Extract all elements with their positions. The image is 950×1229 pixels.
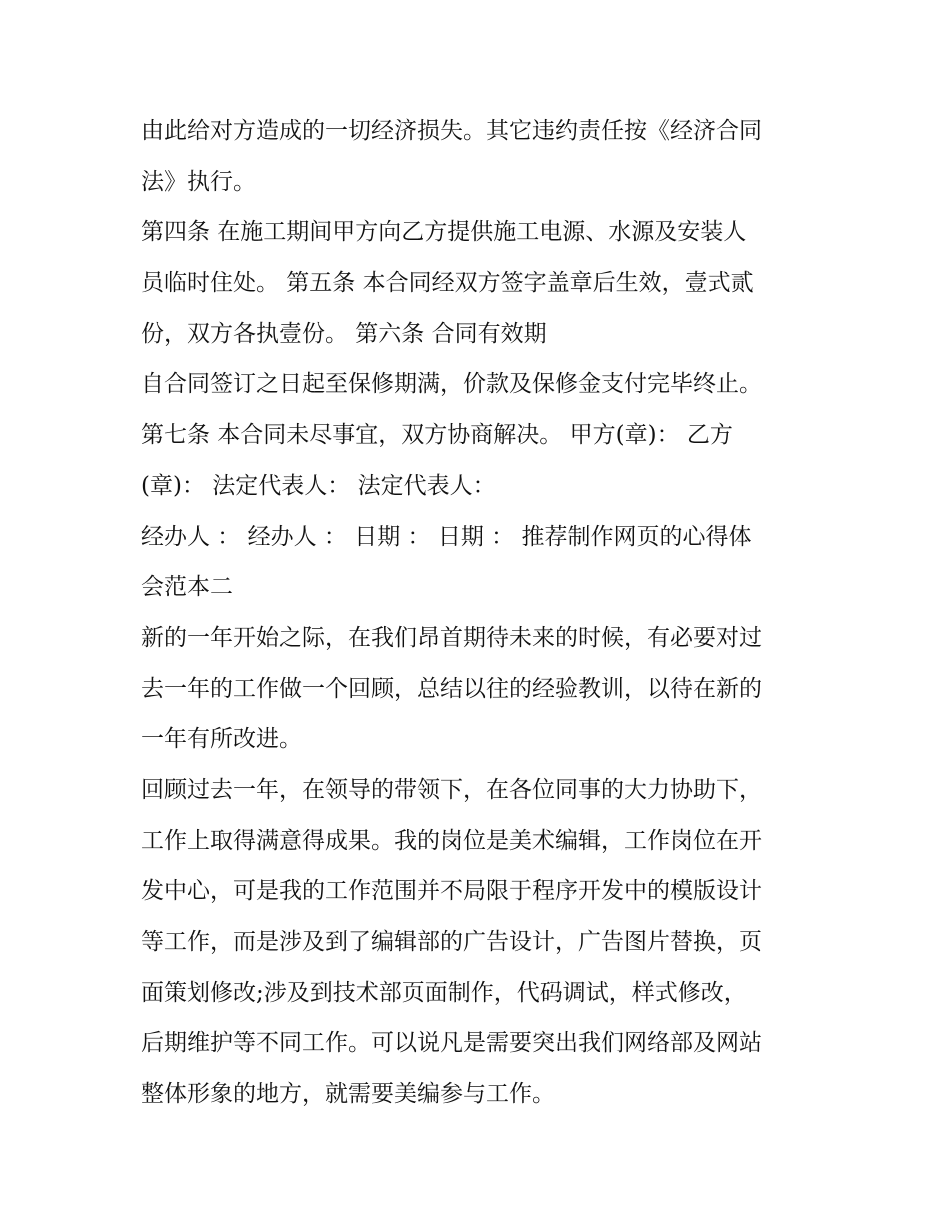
text-line-5: 份，双方各执壹份。 第六条 合同有效期 <box>141 320 547 347</box>
document-body <box>141 106 821 1120</box>
text-line-3: 第四条 在施工期间甲方向乙方提供施工电源、水源及安装人 <box>141 219 747 246</box>
text-line-11: 新的一年开始之际，在我们昂首期待未来的时候，有必要对过 <box>141 624 762 651</box>
text-line-16: 发中心，可是我的工作范围并不局限于程序开发中的模版设计 <box>141 878 762 905</box>
text-line-15: 工作上取得满意得成果。我的岗位是美术编辑，工作岗位在开 <box>141 827 762 854</box>
text-line-6: 自合同签订之日起至保修期满，价款及保修金支付完毕终止。 <box>141 371 762 398</box>
text-line-7: 第七条 本合同未尽事宜，双方协商解决。 甲方(章)： 乙方 <box>141 422 733 449</box>
text-line-12: 去一年的工作做一个回顾，总结以往的经验教训，以待在新的 <box>141 675 762 702</box>
text-line-13: 一年有所改进。 <box>141 726 302 753</box>
text-line-10: 会范本二 <box>141 574 233 601</box>
text-line-20: 整体形象的地方，就需要美编参与工作。 <box>141 1081 555 1108</box>
text-line-19: 后期维护等不同工作。可以说凡是需要突出我们网络部及网站 <box>141 1030 762 1057</box>
text-line-4: 员临时住处。 第五条 本合同经双方签字盖章后生效，壹式贰 <box>141 270 754 297</box>
text-line-17: 等工作，而是涉及到了编辑部的广告设计，广告图片替换，页 <box>141 929 762 955</box>
text-line-1: 由此给对方造成的一切经济损失。其它违约责任按《经济合同 <box>141 118 762 144</box>
text-line-8: (章)： 法定代表人： 法定代表人： <box>141 472 496 499</box>
text-line-9: 经办人 ： 经办人 ： 日期 ： 日期 ： 推荐制作网页的心得体 <box>141 523 752 550</box>
text-line-14: 回顾过去一年，在领导的带领下，在各位同事的大力协助下， <box>141 776 762 803</box>
text-line-2: 法》执行。 <box>141 168 256 195</box>
text-line-18: 面策划修改;涉及到技术部页面制作，代码调试，样式修改， <box>141 979 747 1006</box>
